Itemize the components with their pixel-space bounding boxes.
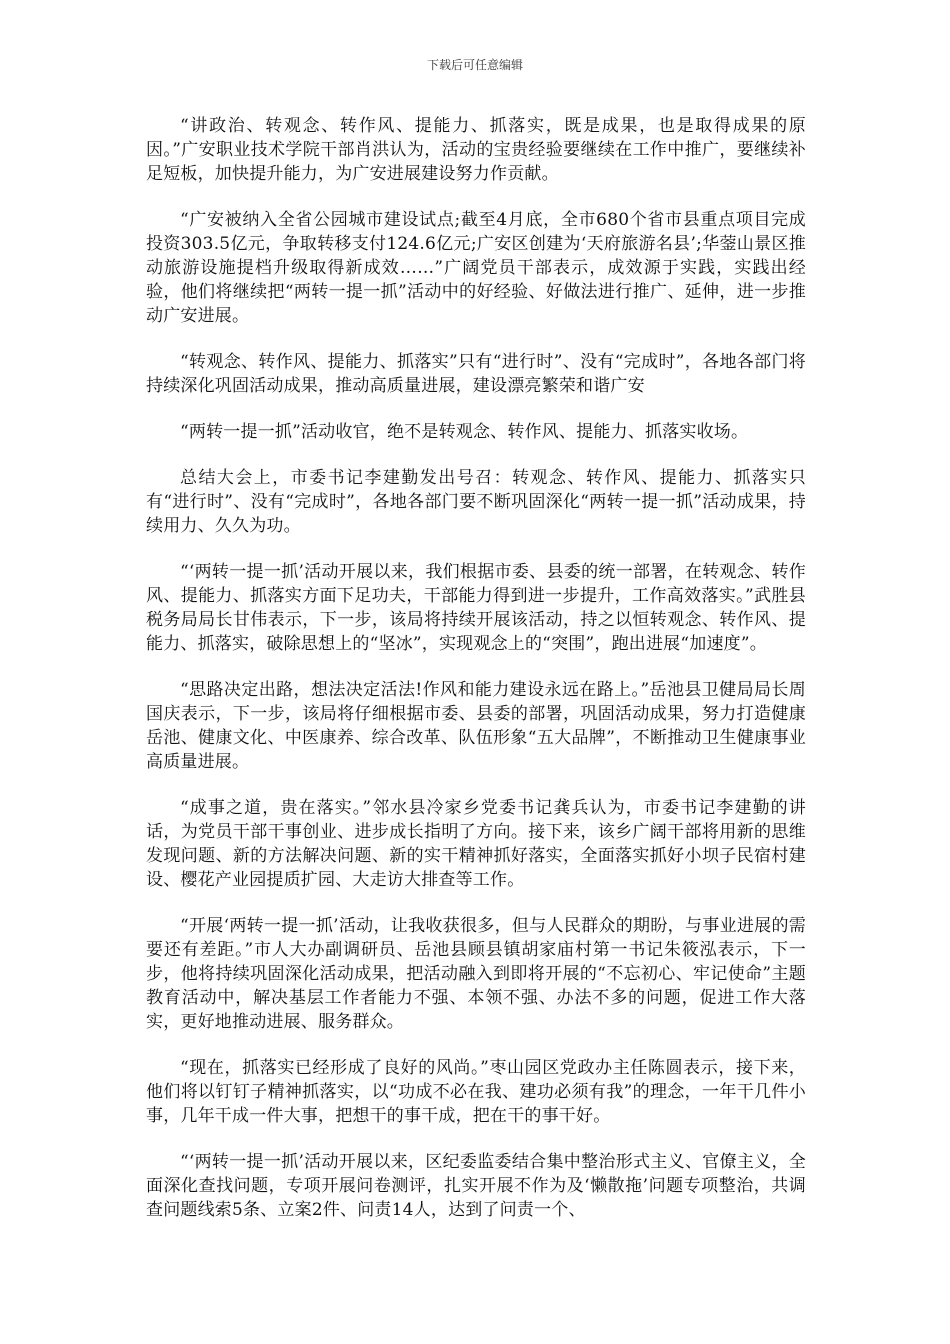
paragraph-11: “‘两转一提一抓’活动开展以来，区纪委监委结合集中整治形式主义、官僚主义，全面深化查找问题，专项开展问卷测评，扎实开展不作为及‘懒散拖’问题专项整治，共调查问题线索5条、立案2件、问责14人，达到了问责一个、	[146, 1152, 806, 1220]
page-header-note: 下载后可任意编辑	[426, 58, 523, 72]
paragraph-1: “讲政治、转观念、转作风、提能力、抓落实，既是成果，也是取得成果的原因。”广安职业技术学院干部肖洪认为，活动的宝贵经验要继续在工作中推广，要继续补足短板，加快提升能力，为广安进展建设努力作贡献。	[146, 116, 806, 184]
paragraph-6: “‘两转一提一抓’活动开展以来，我们根据市委、县委的统一部署，在转观念、转作风、提能力、抓落实方面下足功夫，干部能力得到进一步提升，工作高效落实。”武胜县税务局局长甘伟表示，下一步，该局将持续开展该活动，持之以恒转观念、转作风、提能力、抓落实，破除思想上的“坚冰”，实现观念上的“突围”，跑出进展“加速度”。	[146, 562, 806, 654]
document-body	[146, 114, 806, 1244]
paragraph-9: “开展‘两转一提一抓’活动，让我收获很多，但与人民群众的期盼，与事业进展的需要还有差距。”市人大办副调研员、岳池县顾县镇胡家庙村第一书记朱筱泓表示，下一步，他将持续巩固深化活动成果，把活动融入到即将开展的“不忘初心、牢记使命”主题教育活动中，解决基层工作者能力不强、本领不强、办法不多的问题，促进工作大落实，更好地推动进展、服务群众。	[146, 916, 806, 1032]
paragraph-10: “现在，抓落实已经形成了良好的风尚。”枣山园区党政办主任陈圆表示，接下来，他们将以钉钉子精神抓落实，以“功成不必在我、建功必须有我”的理念，一年干几件小事，几年干成一件大事，把想干的事干成，把在干的事干好。	[146, 1058, 806, 1126]
paragraph-7: “思路决定出路，想法决定活法!作风和能力建设永远在路上。”岳池县卫健局局长周国庆表示，下一步，该局将仔细根据市委、县委的部署，巩固活动成果，努力打造健康岳池、健康文化、中医康养、综合改革、队伍形象“五大品牌”，不断推动卫生健康事业高质量进展。	[146, 680, 806, 772]
paragraph-4: “两转一提一抓”活动收官，绝不是转观念、转作风、提能力、抓落实收场。	[180, 422, 749, 442]
paragraph-5: 总结大会上，市委书记李建勤发出号召：转观念、转作风、提能力、抓落实只有“进行时”、没有“完成时”，各地各部门要不断巩固深化“两转一提一抓”活动成果，持续用力、久久为功。	[146, 468, 806, 536]
paragraph-2: “广安被纳入全省公园城市建设试点;截至4月底，全市680个省市县重点项目完成投资303.5亿元，争取转移支付124.6亿元;广安区创建为‘天府旅游名县’;华蓥山景区推动旅游设施提档升级取得新成效……”广阔党员干部表示，成效源于实践，实践出经验，他们将继续把“两转一提一抓”活动中的好经验、好做法进行推广、延伸，进一步推动广安进展。	[146, 210, 806, 326]
paragraph-8: “成事之道，贵在落实。”邻水县冷家乡党委书记龚兵认为，市委书记李建勤的讲话，为党员干部干事创业、进步成长指明了方向。接下来，该乡广阔干部将用新的思维发现问题、新的方法解决问题、新的实干精神抓好落实，全面落实抓好小坝子民宿村建设、樱花产业园提质扩园、大走访大排查等工作。	[146, 798, 806, 890]
paragraph-3: “转观念、转作风、提能力、抓落实”只有“进行时”、没有“完成时”，各地各部门将持续深化巩固活动成果，推动高质量进展，建设漂亮繁荣和谐广安	[146, 352, 806, 396]
